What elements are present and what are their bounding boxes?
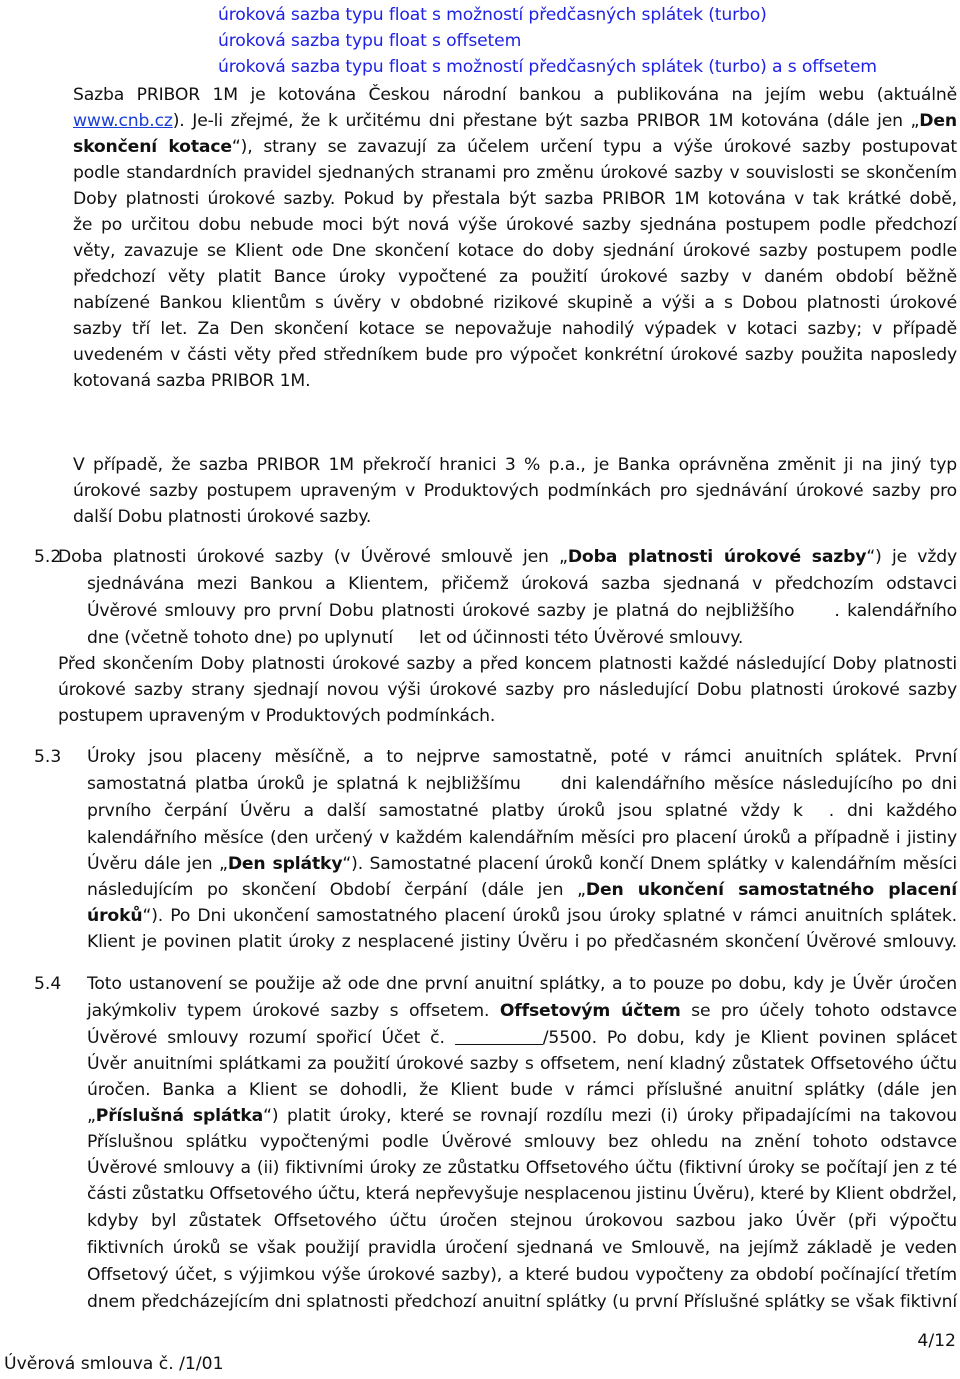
paragraph-line: úroků“). Po Dni ukončení samostatného placení úroků jsou úroky splatné v rámci anuitních splátek. (87, 906, 957, 926)
paragraph-line: kotovaná sazba PRIBOR 1M. (73, 371, 311, 391)
paragraph-line: Úvěru dále jen „Den splátky“). Samostatné placení úroků končí Dnem splátky v kalendářním měsíci (87, 854, 957, 874)
paragraph-line: předchozí věty platit Bance úroky vypočtené za použití úrokové sazby v daném období běžně (73, 267, 957, 287)
cnb-link[interactable]: www.cnb.cz (73, 111, 173, 131)
paragraph-line: následujícím po skončení Období čerpání (dále jen „Den ukončení samostatného placení (87, 880, 957, 900)
footer-contract-number: Úvěrová smlouva č. /1/01 (4, 1354, 224, 1374)
paragraph-line: Klient je povinen platit úroky z nesplacené jistiny Úvěru i po předčasném skončení Úvěrové smlouvy. (87, 932, 957, 952)
account-number-blank (455, 1028, 543, 1045)
paragraph-line: dnem předcházejícím dni splatnosti předchozí anuitní splátky (u první Příslušné splátky se však fiktivní (87, 1292, 957, 1312)
paragraph-line: Doby platnosti úrokové sazby. Pokud by přestala být sazba PRIBOR 1M kotována v tak krátké době, (73, 189, 957, 209)
paragraph-line: úročen. Banka a Klient se dohodli, že Klient bude v rámci příslušné anuitní splátky (dále jen (87, 1080, 957, 1100)
paragraph-line: Úvěrové smlouvy pro první Dobu platnosti úrokové sazby je platná do nejbližšího . kalendářního (87, 601, 957, 621)
page-number: 4/12 (917, 1331, 956, 1351)
paragraph-line: úrokové sazby strany sjednají novou výši úrokové sazby pro následující Dobu platnosti úrokové sazby (58, 680, 957, 700)
option-line: úroková sazba typu float s offsetem (218, 31, 522, 51)
paragraph-line: Doba platnosti úrokové sazby (v Úvěrové smlouvě jen „Doba platnosti úrokové sazby“) je vždy (58, 547, 957, 567)
paragraph-line: Úroky jsou placeny měsíčně, a to nejprve samostatně, poté v rámci anuitních splátek. První (87, 747, 957, 767)
paragraph-line: úrokové sazby postupem upraveným v Produktových podmínkách pro sjednávání úrokové sazby pro (73, 481, 957, 501)
paragraph-line: postupem upraveným v Produktových podmínkách. (58, 706, 496, 726)
paragraph-line: Toto ustanovení se použije až ode dne první anuitní splátky, a to pouze po dobu, kdy je Úvěr úročen (87, 974, 957, 994)
section-number: 5.3 (34, 747, 62, 767)
section-number: 5.4 (34, 974, 62, 994)
paragraph-line: kalendářního měsíce (den určený v každém kalendářním měsíci pro placení úroků a případně i jistiny (87, 828, 957, 848)
paragraph-line: podle standardních pravidel sjednaných stranami pro změnu úrokové sazby v souvislosti se skončením (73, 163, 957, 183)
paragraph-line: uvedeném v části věty před středníkem bude pro výpočet konkrétní úrokové sazby použita naposledy (73, 345, 957, 365)
paragraph-line: Úvěrové smlouvy rozumí spořicí Účet č. /5500. Po dobu, kdy je Klient povinen splácet (87, 1028, 957, 1048)
paragraph-line: prvního čerpání Úvěru a další samostatné platby úroků jsou splatné vždy k . dni každého (87, 801, 957, 821)
paragraph-line: V případě, že sazba PRIBOR 1M překročí hranici 3 % p.a., je Banka oprávněna změnit ji na jiný typ (73, 455, 957, 475)
paragraph-line: kdyby byl zůstatek Offsetového účtu úročen stejnou úrokovou sazbou jako Úvěr (při výpočtu (87, 1211, 957, 1231)
paragraph-line: další Dobu platnosti úrokové sazby. (73, 507, 372, 527)
paragraph-line: Před skončením Doby platnosti úrokové sazby a před koncem platnosti každé následující Doby platnosti (58, 654, 957, 674)
paragraph-line: Úvěr anuitními splátkami za použití úrokové sazby s offsetem, není kladný zůstatek Offsetového účtu (87, 1054, 957, 1074)
paragraph-line: části zůstatku Offsetového účtu, která nepřevyšuje nesplacenou jistinu Úvěru), které by Klient obdržel, (87, 1184, 957, 1204)
paragraph-line: nabízené Bankou klientům s úvěry v obdobné rizikové skupině a výši a s Dobou platnosti úrokové (73, 293, 957, 313)
paragraph-line: Offsetový účet, s výjimkou výše úrokové sazby), a které budou vypočteny za období počínající třetím (87, 1265, 957, 1285)
option-line: úroková sazba typu float s možností předčasných splátek (turbo) (218, 5, 767, 25)
section-number: 5.2 (34, 547, 62, 567)
paragraph-line: sazby tří let. Za Den skončení kotace se nepovažuje nahodilý výpadek v kotaci sazby; v případě (73, 319, 957, 339)
paragraph-line: že po určitou dobu nebude moci být nová výše úrokové sazby sjednána postupem podle předchozí (73, 215, 957, 235)
paragraph-line: fiktivních úroků se však použijí pravidla úročení sjednaná ve Smlouvě, na jejímž základě je veden (87, 1238, 957, 1258)
paragraph-line: www.cnb.cz). Je-li zřejmé, že k určitému dni přestane být sazba PRIBOR 1M kotována (dále jen „Den (73, 111, 957, 131)
paragraph-line: Úvěrové smlouvy a (ii) fiktivními úroky ze zůstatku Offsetového účtu (fiktivní úroky se počítají jen z té (87, 1158, 957, 1178)
paragraph-line: Sazba PRIBOR 1M je kotována Českou národní bankou a publikována na jejím webu (aktuálně (73, 85, 957, 105)
paragraph-line: dne (včetně tohoto dne) po uplynutí let od účinnosti této Úvěrové smlouvy. (87, 628, 744, 648)
paragraph-line: samostatná platba úroků je splatná k nejbližšímu dni kalendářního měsíce následujícího po dni (87, 774, 957, 794)
paragraph-line: sjednávána mezi Bankou a Klientem, přičemž úroková sazba sjednaná v předchozím odstavci (87, 574, 957, 594)
paragraph-line: „Příslušná splátka“) platit úroky, které se rovnají rozdílu mezi (i) úroky připadajícími na takovou (87, 1106, 957, 1126)
paragraph-line: Příslušnou splátku vypočtenými podle Úvěrové smlouvy bez ohledu na znění tohoto odstavce (87, 1132, 957, 1152)
paragraph-line: jakýmkoliv typem úrokové sazby s offsetem. Offsetovým účtem se pro účely tohoto odstavce (87, 1001, 957, 1021)
paragraph-line: skončení kotace“), strany se zavazují za účelem určení typu a výše úrokové sazby postupovat (73, 137, 957, 157)
paragraph-line: věty, zavazuje se Klient ode Dne skončení kotace do doby sjednání úrokové sazby postupem podle (73, 241, 957, 261)
option-line: úroková sazba typu float s možností předčasných splátek (turbo) a s offsetem (218, 57, 877, 77)
